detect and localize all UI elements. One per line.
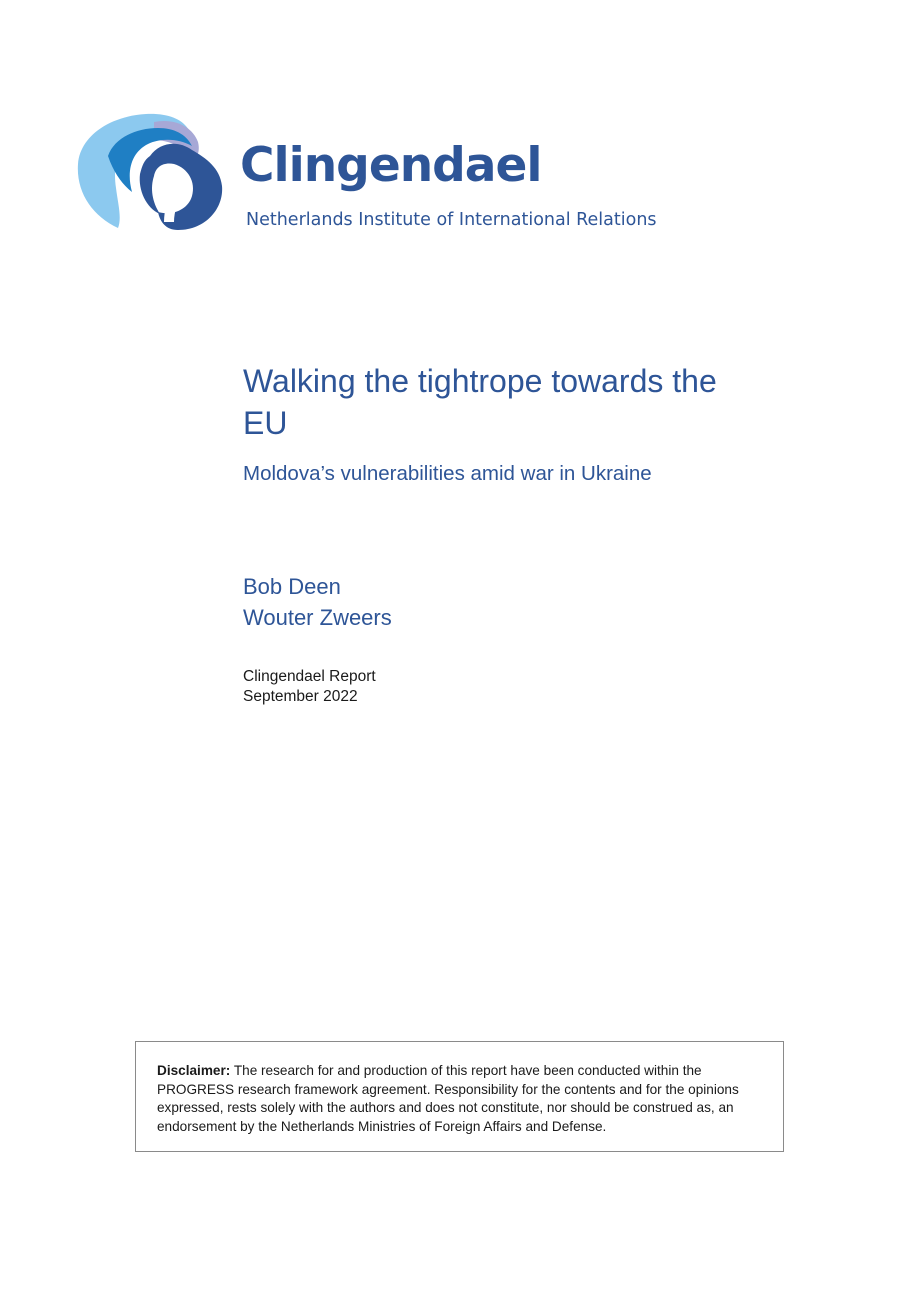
- report-subtitle: Moldova’s vulnerabilities amid war in Ukraine: [243, 462, 652, 485]
- clingendael-logo-icon: [74, 112, 226, 234]
- disclaimer-text: [157, 1062, 763, 1136]
- author-name: Wouter Zweers: [243, 605, 392, 630]
- disclaimer-label: Disclaimer:: [157, 1063, 231, 1078]
- logo-shape-dark: [140, 144, 222, 230]
- report-meta: [243, 667, 376, 707]
- brand-tagline: Netherlands Institute of International Relations: [246, 210, 657, 230]
- report-series: Clingendael Report: [243, 668, 376, 685]
- brand-name: Clingendael: [240, 138, 542, 193]
- author-name: Bob Deen: [243, 574, 341, 599]
- disclaimer-body: The research for and production of this report have been conducted within the PROGRESS research framework agreement. Responsibility for the contents and for the opinions expressed, rests solely with the authors and does not constitute, nor should be construed as, an endorsement by the Netherlands Ministries of Foreign Affairs and Defense.: [157, 1063, 739, 1134]
- report-title: Walking the tightrope towards the EU: [243, 363, 717, 441]
- report-date: September 2022: [243, 688, 358, 705]
- disclaimer-box: [135, 1041, 784, 1152]
- author-list: [243, 571, 392, 633]
